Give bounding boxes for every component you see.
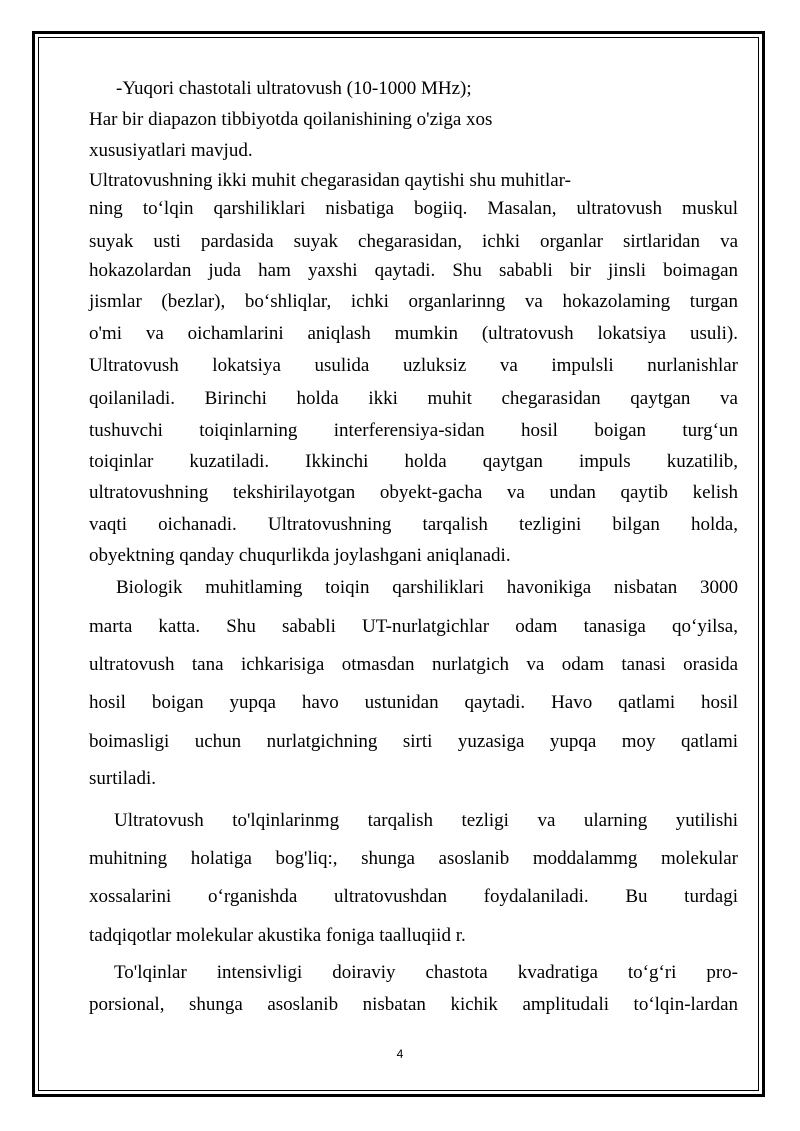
text-line: Ultratovush to'lqinlarinmg tarqalish tezligi va ularning yutilishi	[114, 810, 738, 831]
text-line: suyak usti pardasida suyak chegarasidan, ichki organlar sirtlaridan va	[89, 231, 738, 252]
text-line: Har bir diapazon tibbiyotda qoilanishining o'ziga xos	[89, 109, 493, 130]
text-line: muhitning holatiga bog'liq:, shunga asoslanib moddalammg molekular	[89, 848, 738, 869]
text-line: toiqinlar kuzatiladi. Ikkinchi holda qaytgan impuls kuzatilib,	[89, 451, 738, 472]
text-line: tushuvchi toiqinlarning interferensiya-sidan hosil boigan turg‘un	[89, 420, 738, 441]
text-line: xususiyatlari mavjud.	[89, 140, 253, 161]
text-line: ning to‘lqin qarshiliklari nisbatiga bogiiq. Masalan, ultratovush muskul	[89, 198, 738, 219]
page-number: 4	[396, 1047, 404, 1061]
text-line: vaqti oichanadi. Ultratovushning tarqalish tezligini bilgan holda,	[89, 514, 738, 535]
text-line: Ultratovushning ikki muhit chegarasidan qaytishi shu muhitlar-	[89, 170, 571, 191]
text-line: To'lqinlar intensivligi doiraviy chastota kvadratiga to‘g‘ri pro-	[114, 962, 738, 983]
text-line: Ultratovush lokatsiya usulida uzluksiz va impulsli nurlanishlar	[89, 355, 738, 376]
text-line: obyektning qanday chuqurlikda joylashgani aniqlanadi.	[89, 545, 511, 566]
text-line: boimasligi uchun nurlatgichning sirti yuzasiga yupqa moy qatlami	[89, 731, 738, 752]
text-line: hosil boigan yupqa havo ustunidan qaytadi. Havo qatlami hosil	[89, 692, 738, 713]
text-line: jismlar (bezlar), bo‘shliqlar, ichki organlarinng va hokazolaming turgan	[89, 291, 738, 312]
text-line: tadqiqotlar molekular akustika foniga taalluqiid r.	[89, 925, 466, 946]
text-line: -Yuqori chastotali ultratovush (10-1000 MHz);	[116, 78, 472, 99]
text-line: ultratovush tana ichkarisiga otmasdan nurlatgich va odam tanasi orasida	[89, 654, 738, 675]
text-line: o'mi va oichamlarini aniqlash mumkin (ultratovush lokatsiya usuli).	[89, 323, 738, 344]
text-line: ultratovushning tekshirilayotgan obyekt-gacha va undan qaytib kelish	[89, 482, 738, 503]
text-line: Biologik muhitlaming toiqin qarshiliklari havonikiga nisbatan 3000	[116, 577, 738, 598]
text-line: porsional, shunga asoslanib nisbatan kichik amplitudali to‘lqin-lardan	[89, 994, 738, 1015]
text-line: marta katta. Shu sababli UT-nurlatgichlar odam tanasiga qo‘yilsa,	[89, 616, 738, 637]
text-line: hokazolardan juda ham yaxshi qaytadi. Shu sababli bir jinsli boimagan	[89, 260, 738, 281]
text-line: surtiladi.	[89, 768, 157, 789]
text-line: xossalarini o‘rganishda ultratovushdan foydalaniladi. Bu turdagi	[89, 886, 738, 907]
text-line: qoilaniladi. Birinchi holda ikki muhit chegarasidan qaytgan va	[89, 388, 738, 409]
